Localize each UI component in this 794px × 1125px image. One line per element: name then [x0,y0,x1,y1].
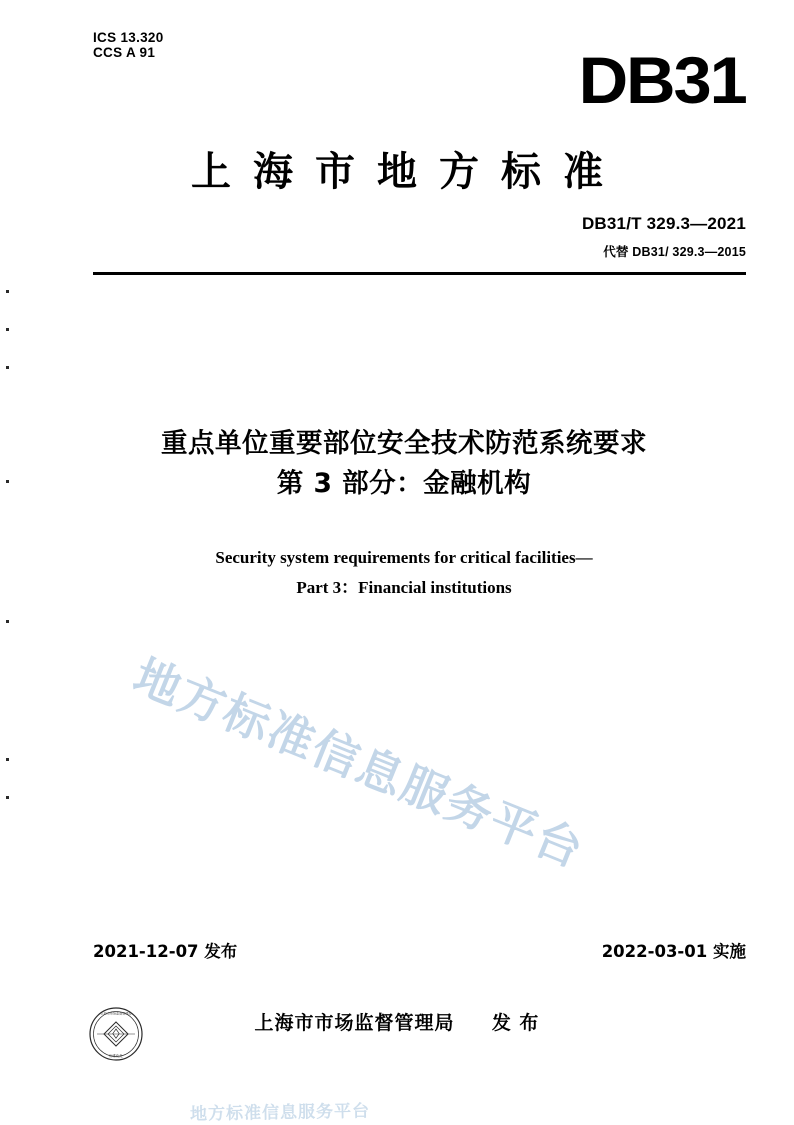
watermark-main: 地方标准信息服务平台 [126,648,592,879]
db31-logo: DB31 [578,43,746,117]
ics-ccs-block [93,30,164,60]
publisher-action: 发 布 [491,1012,540,1034]
ics-code: ICS 13.320 [93,30,164,45]
document-title-en-line1: Security system requirements for critical facilities— [215,548,593,567]
publisher-name: 上海市市场监督管理局 [254,1012,455,1034]
date-row [93,938,746,962]
document-title-en [60,543,748,603]
effective-date: 2022-03-01 实施 [601,942,746,961]
document-title-en-line2: Part 3：Financial institutions [296,578,512,597]
issue-date: 2021-12-07 发布 [93,942,238,961]
svg-text:标准化处: 标准化处 [109,1054,123,1058]
ccs-code: CCS A 91 [93,45,156,60]
document-title-cn [60,424,748,504]
series-title: 上海市地方标准 [191,149,625,195]
standard-replaces: 代替 DB31/ 329.3—2015 [603,245,746,259]
watermark-secondary: 地方标准信息服务平台 [189,1101,371,1125]
document-title-cn-line2: 第 3 部分：金融机构 [276,468,532,499]
header-divider [93,272,746,275]
svg-text:上海市市场监督管理局: 上海市市场监督管理局 [100,1011,132,1016]
publisher-line [0,1008,794,1035]
standard-number: DB31/T 329.3—2021 [581,214,746,233]
document-title-cn-line1: 重点单位重要部位安全技术防范系统要求 [161,428,647,459]
register-marks [6,290,10,830]
